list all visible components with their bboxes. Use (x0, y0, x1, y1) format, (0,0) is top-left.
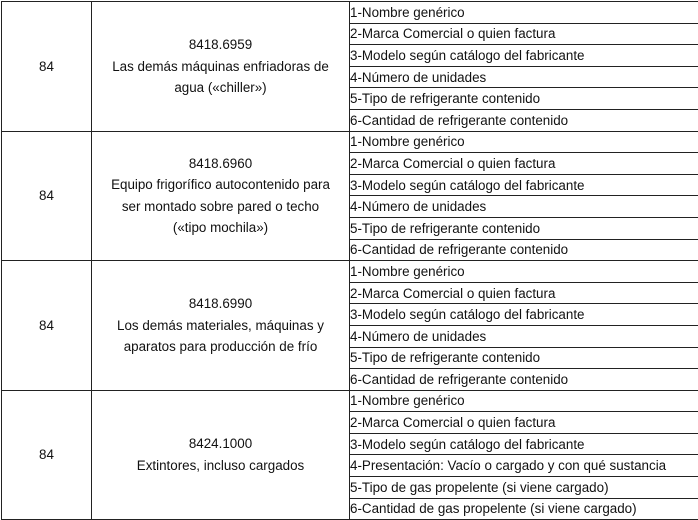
requirement-item: 4-Número de unidades (350, 66, 698, 88)
requirement-item: 1-Nombre genérico (350, 261, 698, 283)
tariff-code: 8418.6960 (188, 155, 253, 171)
table-body (2, 2, 698, 520)
requirement-item: 5-Tipo de refrigerante contenido (350, 88, 698, 110)
chapter-cell: 84 (2, 390, 92, 520)
description-cell (92, 261, 350, 391)
requirement-item: 2-Marca Comercial o quien factura (350, 282, 698, 304)
requirement-item: 5-Tipo de refrigerante contenido (350, 347, 698, 369)
requirement-item: 2-Marca Comercial o quien factura (350, 23, 698, 45)
description-cell (92, 131, 350, 261)
table-row (2, 131, 698, 153)
requirement-item: 6-Cantidad de gas propelente (si viene cargado) (350, 498, 698, 520)
requirement-item: 6-Cantidad de refrigerante contenido (350, 369, 698, 391)
description-line: ser montado sobre pared o techo (121, 198, 320, 214)
chapter-cell: 84 (2, 2, 92, 132)
description-line: Extintores, incluso cargados (136, 457, 305, 473)
requirements-table (1, 1, 698, 520)
description-line: agua («chiller») (174, 80, 267, 96)
requirement-item: 1-Nombre genérico (350, 390, 698, 412)
requirement-item: 3-Modelo según catálogo del fabricante (350, 433, 698, 455)
chapter-cell: 84 (2, 261, 92, 391)
requirement-item: 1-Nombre genérico (350, 131, 698, 153)
requirement-item: 2-Marca Comercial o quien factura (350, 153, 698, 175)
description-line: Las demás máquinas enfriadoras de (112, 58, 329, 74)
description-line: («tipo mochila») (172, 220, 269, 236)
description-line: aparatos para producción de frío (123, 339, 318, 355)
table-row (2, 390, 698, 412)
requirement-item: 1-Nombre genérico (350, 2, 698, 24)
requirement-item: 3-Modelo según catálogo del fabricante (350, 45, 698, 67)
requirement-item: 3-Modelo según catálogo del fabricante (350, 174, 698, 196)
description-line: Los demás materiales, máquinas y (117, 317, 324, 333)
requirement-item: 4-Número de unidades (350, 325, 698, 347)
requirement-item: 4-Número de unidades (350, 196, 698, 218)
requirement-item: 2-Marca Comercial o quien factura (350, 412, 698, 434)
requirement-item: 5-Tipo de refrigerante contenido (350, 217, 698, 239)
description-line: Equipo frigorífico autocontenido para (111, 177, 330, 193)
requirement-item: 5-Tipo de gas propelente (si viene cargado) (350, 477, 698, 499)
description-cell (92, 390, 350, 520)
chapter-cell: 84 (2, 131, 92, 261)
table-row (2, 261, 698, 283)
requirement-item: 3-Modelo según catálogo del fabricante (350, 304, 698, 326)
tariff-code: 8424.1000 (188, 436, 253, 452)
requirement-item: 4-Presentación: Vacío o cargado y con qué sustancia (350, 455, 698, 477)
tariff-code: 8418.6990 (188, 296, 253, 312)
tariff-code: 8418.6959 (188, 37, 253, 53)
table-row (2, 2, 698, 24)
requirement-item: 6-Cantidad de refrigerante contenido (350, 239, 698, 261)
requirement-item: 6-Cantidad de refrigerante contenido (350, 109, 698, 131)
description-cell (92, 2, 350, 132)
